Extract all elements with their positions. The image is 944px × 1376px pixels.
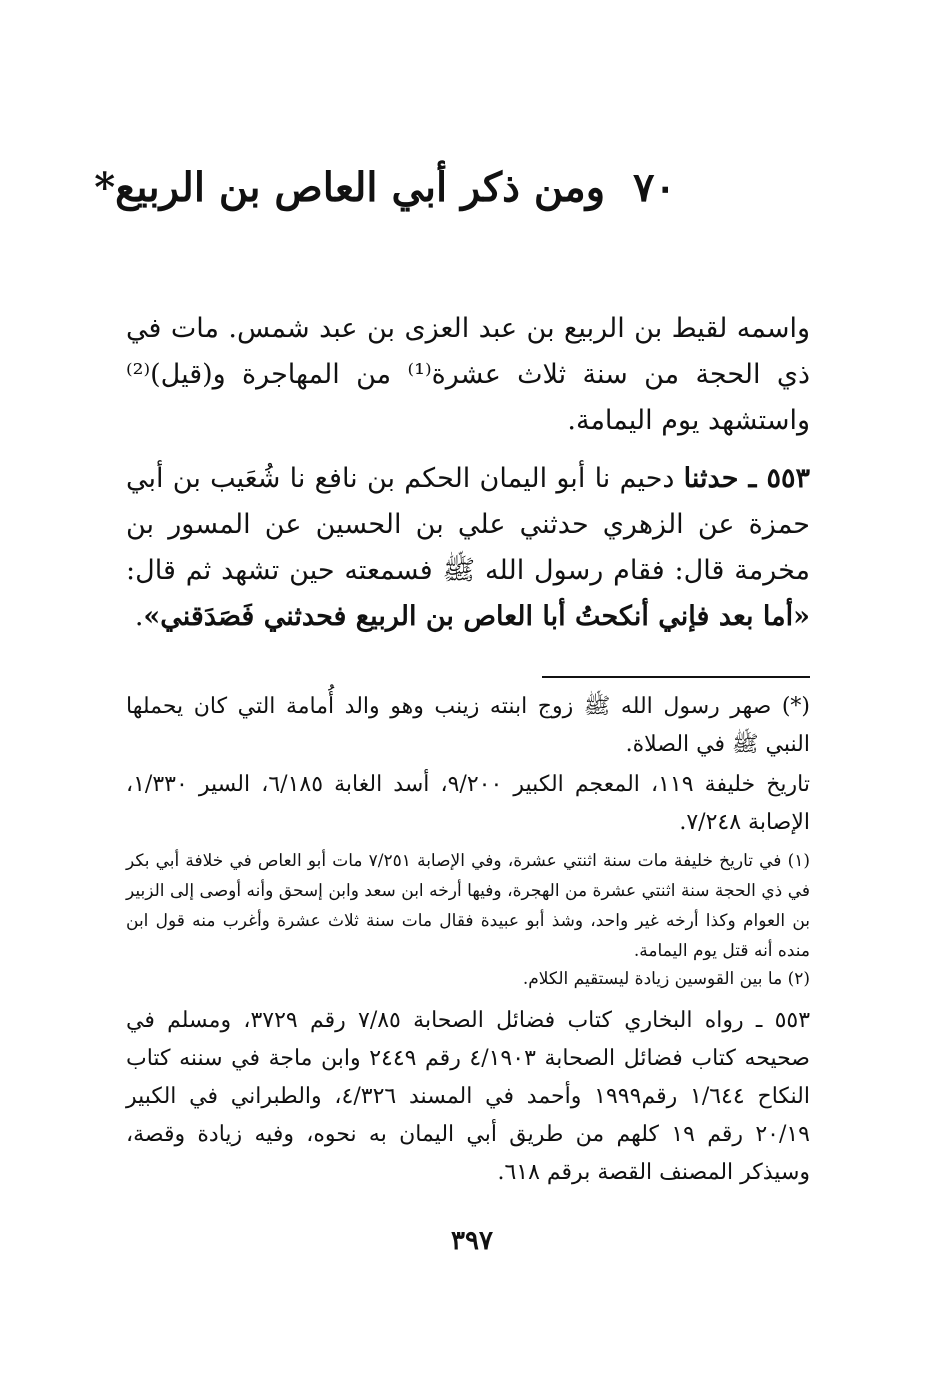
takhrij-note: ٥٥٣ ـ رواه البخاري كتاب فضائل الصحابة ٧/٨٥ رقم ٣٧٢٩، ومسلم في صحيحه كتاب فضائل الصحابة ٤/١٩٠٣ رقم ٢٤٤٩ وابن ماجة في سننه كتاب النكاح ١/٦٤٤ رقم١٩٩٩ وأحمد في المسند ٤/٣٢٦، والطبراني في الكبير ٢٠/١٩ رقم ١٩ كلهم من طريق أبي اليمان به نحوه، وفيه زيادة وقصة، وسيذكر المصنف القصة برقم ٦١٨. <box>126 1008 811 1185</box>
page-number: ٣٩٧ <box>451 1226 493 1256</box>
hadith-chain: دحيم نا أبو اليمان الحكم بن نافع نا شُعَيب بن أبي حمزة عن الزهري حدثني علي بن الحسين عن المسور بن مخرمة قال: فقام رسول الله ﷺ فسمعته حين تشهد ثم قال: <box>126 463 810 586</box>
hadith-number: ٥٥٣ ـ حدثنا <box>683 463 810 494</box>
chapter-number: ٧٠ <box>633 164 676 211</box>
footnote-sources: تاريخ خليفة ١١٩، المعجم الكبير ٩/٢٠٠، أسد الغابة ٦/١٨٥، السير ١/٣٣٠، الإصابة ٧/٢٤٨. <box>126 772 810 835</box>
chapter-title: ومن ذكر أبي العاص بن الربيع* <box>94 164 606 211</box>
hadith-end: . <box>134 601 144 632</box>
chapter-heading <box>94 160 676 216</box>
footnote-star: (*) صهر رسول الله ﷺ زوج ابنته زينب وهو والد أُمامة التي كان يحملها النبي ﷺ في الصلاة. <box>126 694 810 757</box>
footnote-1: (١) في تاريخ خليفة مات سنة اثنتي عشرة، وفي الإصابة ٧/٢٥١ مات أبو العاص في خلافة أبي بكر في ذي الحجة سنة اثنتي عشرة من الهجرة، وفيها أرخه ابن سعد وابن إسحق وأنه أوصى إلى الزبير بن العوام وكذا أرخه غير واحد، وشذ أبو عبيدة فقال مات سنة ثلاث عشرة وأغرب منه قول ابن منده أنه قتل يوم اليمامة. <box>126 851 810 961</box>
hadith-quote: «أما بعد فإني أنكحتُ أبا العاص بن الربيع فحدثني فَصَدَقني» <box>143 601 810 632</box>
footnote-divider <box>542 676 810 678</box>
hadith-paragraph <box>126 456 810 640</box>
footnote-2: (٢) ما بين القوسين زيادة ليستقيم الكلام. <box>522 969 810 989</box>
intro-paragraph: واسمه لقيط بن الربيع بن عبد العزى بن عبد شمس. مات في ذي الحجة من سنة ثلاث عشرة⁽¹⁾ من المهاجرة و(قيل)⁽²⁾ واستشهد يوم اليمامة. <box>126 313 810 436</box>
